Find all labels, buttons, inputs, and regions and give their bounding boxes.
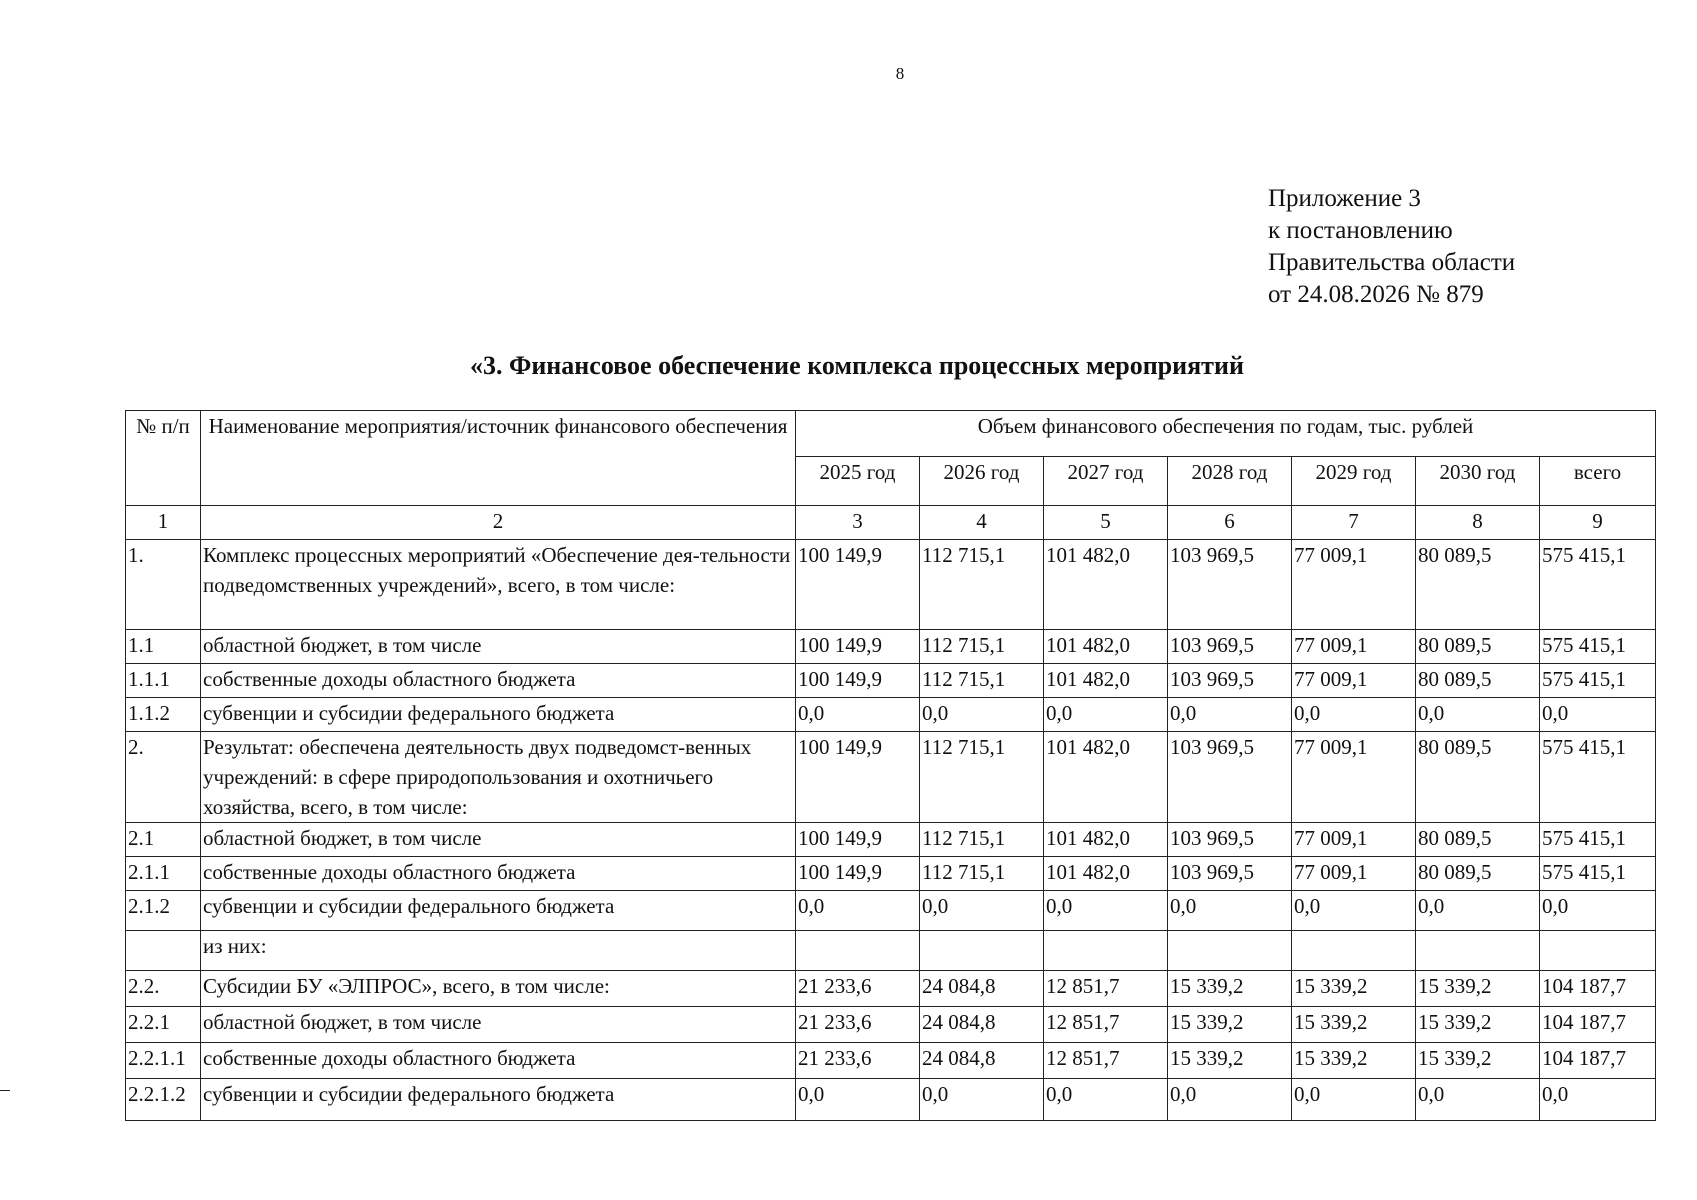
row-year-value: 15 339,2 xyxy=(1168,1007,1292,1043)
row-total-value: 575 415,1 xyxy=(1540,630,1656,664)
page-number: 8 xyxy=(895,64,905,83)
row-year-value xyxy=(1044,931,1168,971)
row-year-value: 101 482,0 xyxy=(1044,857,1168,891)
row-year-value: 15 339,2 xyxy=(1292,971,1416,1007)
appendix-block xyxy=(1268,183,1515,311)
row-year-value: 0,0 xyxy=(1044,698,1168,732)
row-year-value: 0,0 xyxy=(1044,1079,1168,1121)
row-year-value: 0,0 xyxy=(796,698,920,732)
row-name: Комплекс процессных мероприятий «Обеспечение дея-тельности подведомственных учреждений», всего, в том числе: xyxy=(201,540,796,630)
row-code: 2.2.1 xyxy=(126,1007,201,1043)
row-year-value: 101 482,0 xyxy=(1044,732,1168,823)
row-year-value: 112 715,1 xyxy=(920,664,1044,698)
table-row xyxy=(126,540,1656,630)
row-name: областной бюджет, в том числе xyxy=(201,1007,796,1043)
row-year-value: 77 009,1 xyxy=(1292,732,1416,823)
row-year-value: 100 149,9 xyxy=(796,630,920,664)
row-total-value: 575 415,1 xyxy=(1540,732,1656,823)
row-year-value: 103 969,5 xyxy=(1168,732,1292,823)
row-year-value: 0,0 xyxy=(920,1079,1044,1121)
column-index: 4 xyxy=(920,506,1044,540)
row-year-value xyxy=(1416,931,1540,971)
column-index: 3 xyxy=(796,506,920,540)
header-year: 2027 год xyxy=(1044,457,1168,506)
row-year-value: 0,0 xyxy=(1168,1079,1292,1121)
row-code: 1.1 xyxy=(126,630,201,664)
row-year-value: 0,0 xyxy=(1416,1079,1540,1121)
row-year-value xyxy=(1168,931,1292,971)
row-year-value: 112 715,1 xyxy=(920,857,1044,891)
row-total-value xyxy=(1540,931,1656,971)
row-total-value: 104 187,7 xyxy=(1540,971,1656,1007)
row-year-value: 0,0 xyxy=(1416,891,1540,931)
row-year-value: 100 149,9 xyxy=(796,732,920,823)
header-total: всего xyxy=(1540,457,1656,506)
header-year: 2029 год xyxy=(1292,457,1416,506)
row-code: 2.2.1.1 xyxy=(126,1043,201,1079)
row-year-value: 12 851,7 xyxy=(1044,1007,1168,1043)
row-year-value: 12 851,7 xyxy=(1044,971,1168,1007)
margin-mark xyxy=(0,1090,10,1091)
row-year-value: 15 339,2 xyxy=(1416,1043,1540,1079)
row-total-value: 0,0 xyxy=(1540,891,1656,931)
row-year-value: 77 009,1 xyxy=(1292,823,1416,857)
row-year-value: 77 009,1 xyxy=(1292,664,1416,698)
row-year-value: 80 089,5 xyxy=(1416,857,1540,891)
row-year-value: 0,0 xyxy=(920,891,1044,931)
table-row xyxy=(126,1007,1656,1043)
row-year-value: 24 084,8 xyxy=(920,1043,1044,1079)
row-year-value: 80 089,5 xyxy=(1416,664,1540,698)
table-row xyxy=(126,823,1656,857)
row-year-value: 21 233,6 xyxy=(796,1043,920,1079)
row-year-value: 0,0 xyxy=(1292,1079,1416,1121)
appendix-line-4: от 24.08.2026 № 879 xyxy=(1268,281,1484,308)
row-total-value: 575 415,1 xyxy=(1540,857,1656,891)
table-row xyxy=(126,971,1656,1007)
appendix-line-2: к постановлению xyxy=(1268,217,1453,244)
row-year-value xyxy=(1292,931,1416,971)
row-year-value: 15 339,2 xyxy=(1168,1043,1292,1079)
row-code: 1.1.1 xyxy=(126,664,201,698)
table-row xyxy=(126,1043,1656,1079)
row-year-value: 112 715,1 xyxy=(920,630,1044,664)
row-code: 1.1.2 xyxy=(126,698,201,732)
row-year-value: 0,0 xyxy=(796,1079,920,1121)
header-year: 2028 год xyxy=(1168,457,1292,506)
column-index: 7 xyxy=(1292,506,1416,540)
financing-table xyxy=(125,410,1656,1121)
row-year-value: 15 339,2 xyxy=(1292,1007,1416,1043)
row-name: собственные доходы областного бюджета xyxy=(201,1043,796,1079)
row-name: субвенции и субсидии федерального бюджета xyxy=(201,1079,796,1121)
row-year-value: 0,0 xyxy=(920,698,1044,732)
row-year-value: 80 089,5 xyxy=(1416,630,1540,664)
row-year-value: 77 009,1 xyxy=(1292,630,1416,664)
row-year-value: 21 233,6 xyxy=(796,971,920,1007)
row-year-value: 24 084,8 xyxy=(920,971,1044,1007)
table-row xyxy=(126,891,1656,931)
row-year-value: 103 969,5 xyxy=(1168,540,1292,630)
row-code: 2.1.2 xyxy=(126,891,201,931)
row-code: 1. xyxy=(126,540,201,630)
row-year-value: 15 339,2 xyxy=(1292,1043,1416,1079)
row-name: областной бюджет, в том числе xyxy=(201,630,796,664)
row-year-value: 0,0 xyxy=(1416,698,1540,732)
row-year-value: 0,0 xyxy=(1044,891,1168,931)
row-year-value: 101 482,0 xyxy=(1044,823,1168,857)
row-year-value: 103 969,5 xyxy=(1168,823,1292,857)
row-code xyxy=(126,931,201,971)
row-year-value: 100 149,9 xyxy=(796,540,920,630)
row-code: 2. xyxy=(126,732,201,823)
header-num: № п/п xyxy=(126,411,201,506)
row-year-value: 21 233,6 xyxy=(796,1007,920,1043)
document-title: «3. Финансовое обеспечение комплекса процессных мероприятий xyxy=(470,351,1244,380)
row-code: 2.2.1.2 xyxy=(126,1079,201,1121)
column-index: 8 xyxy=(1416,506,1540,540)
row-year-value: 77 009,1 xyxy=(1292,857,1416,891)
row-year-value: 15 339,2 xyxy=(1416,971,1540,1007)
row-year-value: 103 969,5 xyxy=(1168,857,1292,891)
row-year-value: 112 715,1 xyxy=(920,823,1044,857)
header-group: Объем финансового обеспечения по годам, тыс. рублей xyxy=(796,411,1656,457)
table-row xyxy=(126,1079,1656,1121)
row-year-value: 80 089,5 xyxy=(1416,732,1540,823)
row-year-value: 80 089,5 xyxy=(1416,540,1540,630)
row-year-value: 100 149,9 xyxy=(796,664,920,698)
row-name: собственные доходы областного бюджета xyxy=(201,857,796,891)
column-index: 1 xyxy=(126,506,201,540)
row-name: Субсидии БУ «ЭЛПРОС», всего, в том числе: xyxy=(201,971,796,1007)
row-name: Результат: обеспечена деятельность двух подведомст-венных учреждений: в сфере природопользования и охотничьего хозяйства, всего, в том числе: xyxy=(201,732,796,823)
row-year-value: 0,0 xyxy=(1168,698,1292,732)
table-row xyxy=(126,931,1656,971)
row-year-value: 101 482,0 xyxy=(1044,540,1168,630)
row-code: 2.2. xyxy=(126,971,201,1007)
row-year-value: 112 715,1 xyxy=(920,540,1044,630)
row-year-value: 112 715,1 xyxy=(920,732,1044,823)
row-year-value: 15 339,2 xyxy=(1168,971,1292,1007)
table-row xyxy=(126,857,1656,891)
row-name: субвенции и субсидии федерального бюджета xyxy=(201,698,796,732)
row-year-value xyxy=(796,931,920,971)
row-year-value: 100 149,9 xyxy=(796,857,920,891)
row-year-value xyxy=(920,931,1044,971)
row-year-value: 80 089,5 xyxy=(1416,823,1540,857)
row-total-value: 575 415,1 xyxy=(1540,823,1656,857)
table-row xyxy=(126,732,1656,823)
table-row xyxy=(126,630,1656,664)
row-year-value: 100 149,9 xyxy=(796,823,920,857)
row-code: 2.1.1 xyxy=(126,857,201,891)
row-year-value: 15 339,2 xyxy=(1416,1007,1540,1043)
row-name: собственные доходы областного бюджета xyxy=(201,664,796,698)
row-name: субвенции и субсидии федерального бюджета xyxy=(201,891,796,931)
table-row xyxy=(126,664,1656,698)
column-index: 6 xyxy=(1168,506,1292,540)
row-year-value: 103 969,5 xyxy=(1168,664,1292,698)
row-year-value: 0,0 xyxy=(796,891,920,931)
row-total-value: 104 187,7 xyxy=(1540,1043,1656,1079)
row-year-value: 0,0 xyxy=(1168,891,1292,931)
row-year-value: 12 851,7 xyxy=(1044,1043,1168,1079)
header-year: 2030 год xyxy=(1416,457,1540,506)
table-row xyxy=(126,698,1656,732)
column-index: 2 xyxy=(201,506,796,540)
row-name: областной бюджет, в том числе xyxy=(201,823,796,857)
row-total-value: 575 415,1 xyxy=(1540,540,1656,630)
row-year-value: 103 969,5 xyxy=(1168,630,1292,664)
row-total-value: 575 415,1 xyxy=(1540,664,1656,698)
row-name: из них: xyxy=(201,931,796,971)
row-total-value: 0,0 xyxy=(1540,698,1656,732)
row-year-value: 101 482,0 xyxy=(1044,664,1168,698)
appendix-line-1: Приложение 3 xyxy=(1268,185,1421,212)
row-year-value: 0,0 xyxy=(1292,891,1416,931)
column-index: 9 xyxy=(1540,506,1656,540)
header-name: Наименование мероприятия/источник финансового обеспечения xyxy=(201,411,796,506)
row-year-value: 24 084,8 xyxy=(920,1007,1044,1043)
header-year: 2025 год xyxy=(796,457,920,506)
row-year-value: 0,0 xyxy=(1292,698,1416,732)
row-total-value: 0,0 xyxy=(1540,1079,1656,1121)
row-year-value: 101 482,0 xyxy=(1044,630,1168,664)
column-index: 5 xyxy=(1044,506,1168,540)
row-total-value: 104 187,7 xyxy=(1540,1007,1656,1043)
header-year: 2026 год xyxy=(920,457,1044,506)
appendix-line-3: Правительства области xyxy=(1268,249,1516,276)
row-code: 2.1 xyxy=(126,823,201,857)
row-year-value: 77 009,1 xyxy=(1292,540,1416,630)
